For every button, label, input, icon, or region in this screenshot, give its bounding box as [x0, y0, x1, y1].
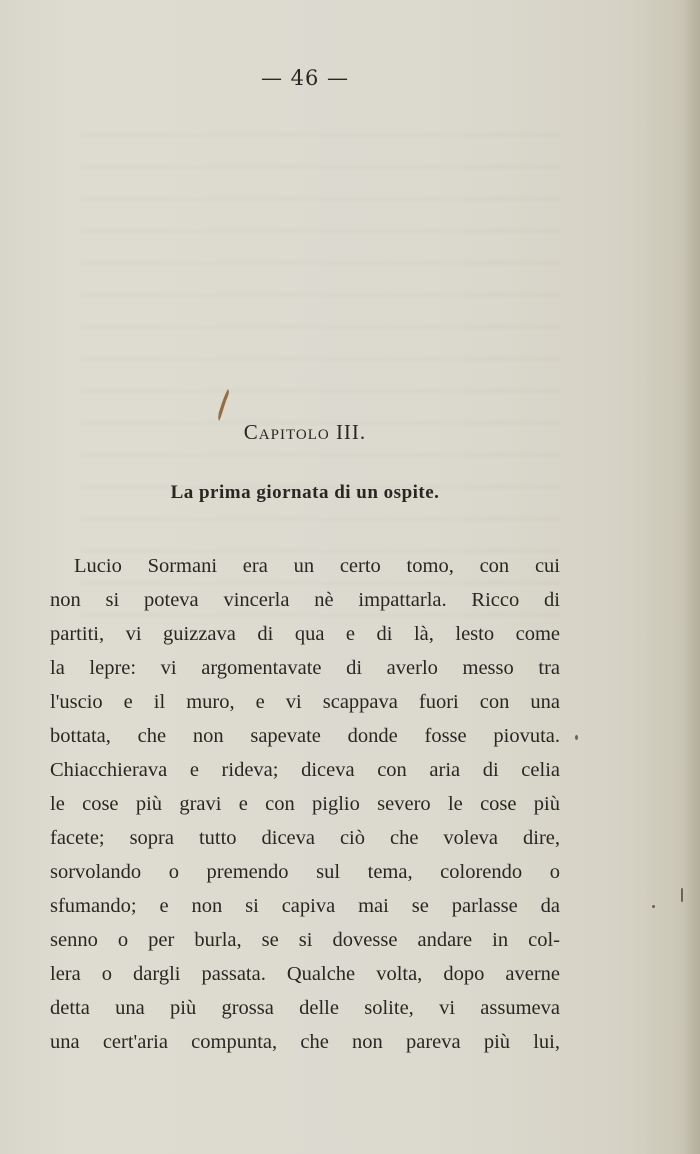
- text-line: Lucio Sormani era un certo tomo, con cui: [74, 555, 560, 577]
- text-line: una cert'aria compunta, che non pareva più lui,: [50, 1031, 560, 1053]
- margin-speck: [575, 735, 578, 740]
- text-line: Chiacchierava e rideva; diceva con aria di celia: [50, 759, 560, 781]
- chapter-heading: Capitolo III.: [243, 420, 367, 444]
- text-line: non si poteva vincerla nè impattarla. Ricco di: [50, 589, 560, 611]
- text-line: le cose più gravi e con piglio severo le cose più: [50, 793, 560, 815]
- margin-speck: [681, 888, 683, 902]
- text-line: partiti, vi guizzava di qua e di là, lesto come: [50, 623, 560, 645]
- text-line: senno o per burla, se si dovesse andare in col-: [50, 929, 560, 951]
- body-text: [50, 549, 560, 1059]
- page-edge-shadow: [682, 0, 700, 1154]
- text-line: bottata, che non sapevate donde fosse piovuta.: [50, 725, 560, 747]
- text-line: facete; sopra tutto diceva ciò che voleva dire,: [50, 827, 560, 849]
- text-line: detta una più grossa delle solite, vi assumeva: [50, 997, 560, 1019]
- page-number: — 46 —: [260, 66, 350, 90]
- text-line: l'uscio e il muro, e vi scappava fuori con una: [50, 691, 560, 713]
- text-line: lera o dargli passata. Qualche volta, dopo averne: [50, 963, 560, 985]
- ink-stain-mark: [216, 388, 232, 422]
- chapter-title: La prima giornata di un ospite.: [170, 482, 440, 503]
- margin-speck: [652, 905, 655, 908]
- text-line: sorvolando o premendo sul tema, colorendo o: [50, 861, 560, 883]
- text-line: sfumando; e non si capiva mai se parlasse da: [50, 895, 560, 917]
- text-line: la lepre: vi argomentavate di averlo messo tra: [50, 657, 560, 679]
